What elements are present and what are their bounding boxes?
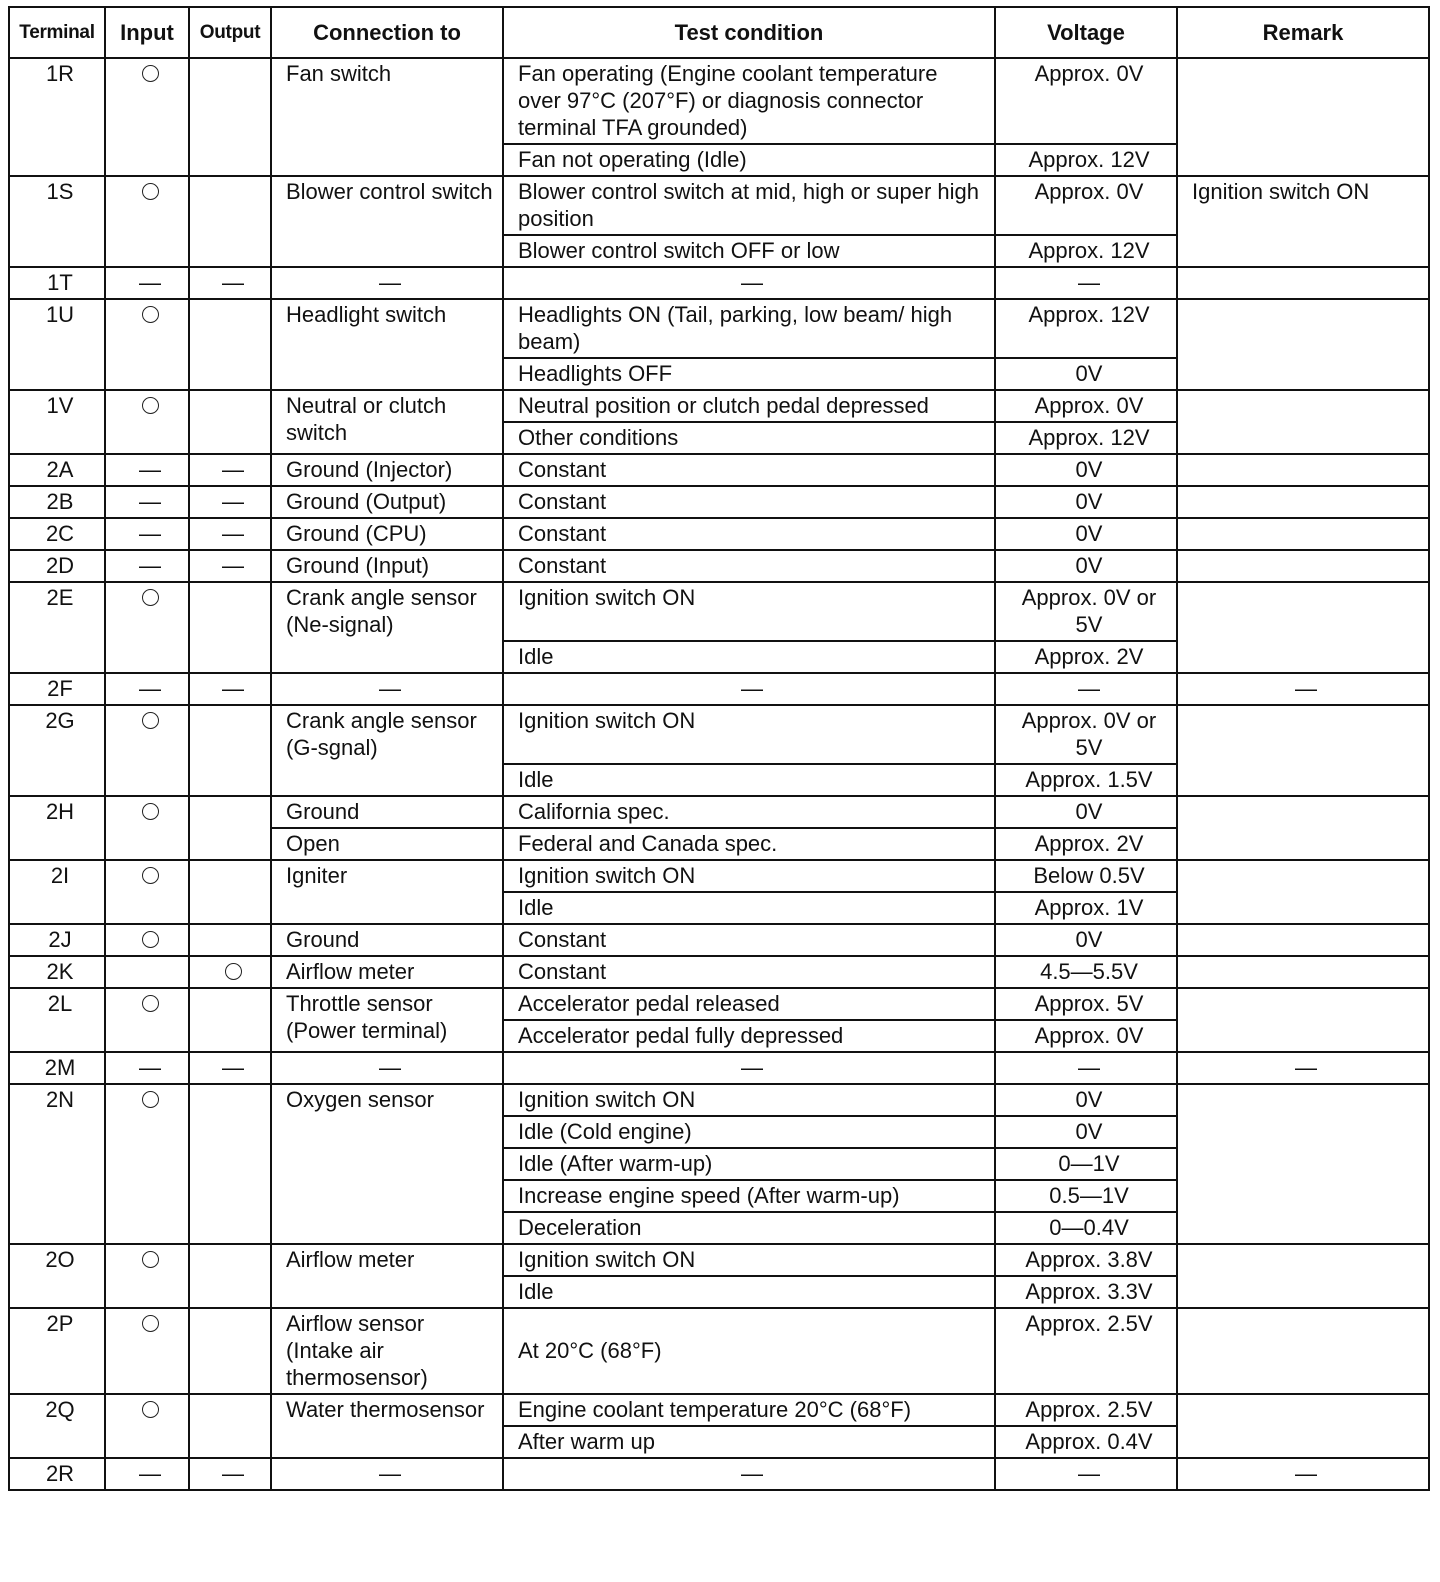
input-cell: —: [105, 1052, 189, 1084]
voltage-cell: Approx. 0V: [995, 176, 1177, 235]
condition-cell: Blower control switch OFF or low: [503, 235, 995, 267]
connection-cell: Throttle sensor (Power terminal): [271, 988, 503, 1052]
connection-cell: Oxygen sensor: [271, 1084, 503, 1244]
condition-cell: Deceleration: [503, 1212, 995, 1244]
table-row: [9, 1394, 1429, 1426]
terminal-cell: 2C: [9, 518, 105, 550]
voltage-cell: Approx. 1.5V: [995, 764, 1177, 796]
table-row: [9, 705, 1429, 764]
circle-icon: [142, 995, 159, 1012]
condition-cell: —: [503, 267, 995, 299]
circle-icon: [225, 963, 242, 980]
voltage-cell: Approx. 0V: [995, 390, 1177, 422]
table-row: [9, 796, 1429, 828]
output-cell: —: [189, 1458, 271, 1490]
condition-cell: Idle (After warm-up): [503, 1148, 995, 1180]
remark-cell: [1177, 58, 1429, 176]
input-cell: [105, 956, 189, 988]
terminal-cell: 2A: [9, 454, 105, 486]
condition-cell: Idle: [503, 1276, 995, 1308]
circle-icon: [142, 803, 159, 820]
voltage-cell: 0V: [995, 454, 1177, 486]
input-cell: [105, 390, 189, 454]
voltage-cell: Approx. 1V: [995, 892, 1177, 924]
connection-cell: Ground (Output): [271, 486, 503, 518]
voltage-cell: 0V: [995, 550, 1177, 582]
voltage-cell: —: [995, 267, 1177, 299]
remark-cell: [1177, 454, 1429, 486]
table-row: [9, 299, 1429, 358]
terminal-cell: 2B: [9, 486, 105, 518]
remark-cell: —: [1177, 1458, 1429, 1490]
circle-icon: [142, 306, 159, 323]
connection-cell: Ground (Input): [271, 550, 503, 582]
voltage-cell: 0—1V: [995, 1148, 1177, 1180]
terminal-cell: 2L: [9, 988, 105, 1052]
condition-cell: Fan not operating (Idle): [503, 144, 995, 176]
table-row: [9, 1458, 1429, 1490]
connection-cell: Fan switch: [271, 58, 503, 176]
table-row: [9, 486, 1429, 518]
connection-cell: Crank angle sensor (G-sgnal): [271, 705, 503, 796]
voltage-cell: Approx. 0V: [995, 58, 1177, 144]
input-cell: [105, 176, 189, 267]
condition-cell: After warm up: [503, 1426, 995, 1458]
condition-cell: Accelerator pedal released: [503, 988, 995, 1020]
terminal-cell: 1T: [9, 267, 105, 299]
table-row: [9, 1084, 1429, 1116]
terminal-cell: 1S: [9, 176, 105, 267]
remark-cell: [1177, 924, 1429, 956]
output-cell: [189, 390, 271, 454]
header-row: [9, 7, 1429, 58]
voltage-cell: 0V: [995, 486, 1177, 518]
circle-icon: [142, 712, 159, 729]
input-cell: —: [105, 673, 189, 705]
header-remark: Remark: [1177, 7, 1429, 58]
remark-cell: [1177, 582, 1429, 673]
table-row: [9, 267, 1429, 299]
input-cell: —: [105, 454, 189, 486]
connection-cell: Ground: [271, 924, 503, 956]
header-output: Output: [189, 7, 271, 58]
remark-cell: [1177, 796, 1429, 860]
input-cell: —: [105, 486, 189, 518]
condition-cell: Engine coolant temperature 20°C (68°F): [503, 1394, 995, 1426]
voltage-cell: Approx. 0V or 5V: [995, 705, 1177, 764]
output-cell: [189, 1084, 271, 1244]
remark-cell: [1177, 705, 1429, 796]
output-cell: [189, 176, 271, 267]
connection-cell: Water thermosensor: [271, 1394, 503, 1458]
connection-cell: Neutral or clutch switch: [271, 390, 503, 454]
output-cell: —: [189, 1052, 271, 1084]
circle-icon: [142, 1315, 159, 1332]
terminal-cell: 2E: [9, 582, 105, 673]
table-row: [9, 924, 1429, 956]
remark-cell: [1177, 860, 1429, 924]
circle-icon: [142, 65, 159, 82]
output-cell: [189, 582, 271, 673]
output-cell: —: [189, 267, 271, 299]
connection-cell: Ground: [271, 796, 503, 828]
header-terminal: Terminal: [9, 7, 105, 58]
remark-cell: [1177, 390, 1429, 454]
header-test-condition: Test condition: [503, 7, 995, 58]
voltage-cell: 4.5—5.5V: [995, 956, 1177, 988]
output-cell: [189, 924, 271, 956]
output-cell: [189, 1244, 271, 1308]
table-row: [9, 390, 1429, 422]
output-cell: [189, 988, 271, 1052]
voltage-cell: Below 0.5V: [995, 860, 1177, 892]
remark-cell: [1177, 988, 1429, 1052]
condition-cell: Neutral position or clutch pedal depressed: [503, 390, 995, 422]
table-row: [9, 518, 1429, 550]
connection-cell: Headlight switch: [271, 299, 503, 390]
terminal-cell: 2N: [9, 1084, 105, 1244]
voltage-cell: —: [995, 673, 1177, 705]
header-input: Input: [105, 7, 189, 58]
voltage-cell: 0V: [995, 1084, 1177, 1116]
condition-cell: Ignition switch ON: [503, 860, 995, 892]
output-cell: [189, 796, 271, 860]
connection-cell: —: [271, 267, 503, 299]
input-cell: [105, 796, 189, 860]
table-row: [9, 860, 1429, 892]
table-row: [9, 582, 1429, 641]
condition-cell: Idle: [503, 764, 995, 796]
circle-icon: [142, 183, 159, 200]
condition-cell: Idle: [503, 641, 995, 673]
table-row: [9, 1308, 1429, 1394]
table-row: [9, 1244, 1429, 1276]
voltage-cell: —: [995, 1458, 1177, 1490]
terminal-cell: 2O: [9, 1244, 105, 1308]
condition-cell: Increase engine speed (After warm-up): [503, 1180, 995, 1212]
condition-cell: California spec.: [503, 796, 995, 828]
input-cell: [105, 582, 189, 673]
table-row: [9, 988, 1429, 1020]
input-cell: [105, 1084, 189, 1244]
condition-cell: Idle: [503, 892, 995, 924]
input-cell: [105, 58, 189, 176]
output-cell: —: [189, 454, 271, 486]
output-cell: [189, 860, 271, 924]
output-cell: —: [189, 550, 271, 582]
output-cell: [189, 1394, 271, 1458]
input-cell: —: [105, 518, 189, 550]
input-cell: [105, 1308, 189, 1394]
voltage-cell: 0V: [995, 1116, 1177, 1148]
connection-cell: Crank angle sensor (Ne-signal): [271, 582, 503, 673]
terminal-cell: 2G: [9, 705, 105, 796]
connection-cell: Igniter: [271, 860, 503, 924]
output-cell: —: [189, 673, 271, 705]
condition-cell: Constant: [503, 924, 995, 956]
condition-cell: Blower control switch at mid, high or super high position: [503, 176, 995, 235]
terminal-cell: 1U: [9, 299, 105, 390]
output-cell: [189, 956, 271, 988]
voltage-cell: Approx. 0V or 5V: [995, 582, 1177, 641]
remark-cell: [1177, 267, 1429, 299]
input-cell: [105, 299, 189, 390]
voltage-cell: 0V: [995, 796, 1177, 828]
input-cell: [105, 988, 189, 1052]
input-cell: [105, 924, 189, 956]
condition-cell: Ignition switch ON: [503, 705, 995, 764]
condition-cell: Constant: [503, 956, 995, 988]
remark-cell: [1177, 550, 1429, 582]
condition-cell: Fan operating (Engine coolant temperature over 97°C (207°F) or diagnosis connector terminal TFA grounded): [503, 58, 995, 144]
table-row: [9, 550, 1429, 582]
condition-cell: Constant: [503, 454, 995, 486]
terminal-voltage-sheet: [8, 6, 1428, 1491]
remark-cell: Ignition switch ON: [1177, 176, 1429, 267]
voltage-cell: 0.5—1V: [995, 1180, 1177, 1212]
voltage-cell: Approx. 3.8V: [995, 1244, 1177, 1276]
remark-cell: —: [1177, 1052, 1429, 1084]
terminal-cell: 2J: [9, 924, 105, 956]
condition-cell: Federal and Canada spec.: [503, 828, 995, 860]
voltage-cell: Approx. 3.3V: [995, 1276, 1177, 1308]
condition-cell: Ignition switch ON: [503, 1244, 995, 1276]
table-row: [9, 176, 1429, 235]
circle-icon: [142, 397, 159, 414]
terminal-cell: 2F: [9, 673, 105, 705]
terminal-cell: 2Q: [9, 1394, 105, 1458]
connection-cell: —: [271, 673, 503, 705]
terminal-cell: 2K: [9, 956, 105, 988]
condition-cell: Constant: [503, 518, 995, 550]
connection-cell: Airflow meter: [271, 1244, 503, 1308]
header-connection: Connection to: [271, 7, 503, 58]
terminal-cell: 2H: [9, 796, 105, 860]
table-row: [9, 673, 1429, 705]
terminal-cell: 2P: [9, 1308, 105, 1394]
remark-cell: [1177, 518, 1429, 550]
condition-cell: Other conditions: [503, 422, 995, 454]
condition-cell: —: [503, 1052, 995, 1084]
voltage-cell: 0V: [995, 358, 1177, 390]
input-cell: —: [105, 267, 189, 299]
condition-cell: —: [503, 1458, 995, 1490]
output-cell: [189, 705, 271, 796]
condition-cell: —: [503, 673, 995, 705]
output-cell: —: [189, 518, 271, 550]
output-cell: —: [189, 486, 271, 518]
condition-cell: Ignition switch ON: [503, 582, 995, 641]
input-cell: [105, 1394, 189, 1458]
voltage-cell: Approx. 12V: [995, 422, 1177, 454]
connection-cell: Airflow sensor (Intake air thermosensor): [271, 1308, 503, 1394]
remark-cell: [1177, 1244, 1429, 1308]
remark-cell: [1177, 1084, 1429, 1244]
terminal-cell: 1V: [9, 390, 105, 454]
connection-cell: Ground (CPU): [271, 518, 503, 550]
terminal-cell: 2R: [9, 1458, 105, 1490]
voltage-cell: Approx. 12V: [995, 299, 1177, 358]
voltage-cell: Approx. 2V: [995, 641, 1177, 673]
input-cell: —: [105, 550, 189, 582]
circle-icon: [142, 867, 159, 884]
voltage-cell: Approx. 2V: [995, 828, 1177, 860]
voltage-cell: 0—0.4V: [995, 1212, 1177, 1244]
connection-cell: —: [271, 1458, 503, 1490]
voltage-cell: Approx. 12V: [995, 235, 1177, 267]
voltage-cell: Approx. 2.5V: [995, 1394, 1177, 1426]
input-cell: [105, 705, 189, 796]
terminal-cell: 1R: [9, 58, 105, 176]
voltage-cell: Approx. 0V: [995, 1020, 1177, 1052]
connection-cell: Open: [271, 828, 503, 860]
voltage-cell: Approx. 0.4V: [995, 1426, 1177, 1458]
table-row: [9, 58, 1429, 144]
circle-icon: [142, 931, 159, 948]
table-row: [9, 956, 1429, 988]
voltage-cell: Approx. 5V: [995, 988, 1177, 1020]
connection-cell: Airflow meter: [271, 956, 503, 988]
condition-cell: Ignition switch ON: [503, 1084, 995, 1116]
terminal-cell: 2D: [9, 550, 105, 582]
condition-cell: At 20°C (68°F): [503, 1308, 995, 1394]
terminal-cell: 2M: [9, 1052, 105, 1084]
connection-cell: Ground (Injector): [271, 454, 503, 486]
terminal-voltage-table: [8, 6, 1430, 1491]
remark-cell: [1177, 299, 1429, 390]
connection-cell: —: [271, 1052, 503, 1084]
terminal-cell: 2I: [9, 860, 105, 924]
remark-cell: [1177, 956, 1429, 988]
condition-cell: Idle (Cold engine): [503, 1116, 995, 1148]
circle-icon: [142, 1251, 159, 1268]
voltage-cell: 0V: [995, 518, 1177, 550]
circle-icon: [142, 1091, 159, 1108]
circle-icon: [142, 1401, 159, 1418]
condition-cell: Headlights ON (Tail, parking, low beam/ high beam): [503, 299, 995, 358]
header-voltage: Voltage: [995, 7, 1177, 58]
remark-cell: [1177, 1394, 1429, 1458]
condition-cell: Headlights OFF: [503, 358, 995, 390]
output-cell: [189, 1308, 271, 1394]
voltage-cell: —: [995, 1052, 1177, 1084]
condition-cell: Constant: [503, 486, 995, 518]
voltage-cell: 0V: [995, 924, 1177, 956]
remark-cell: —: [1177, 673, 1429, 705]
voltage-cell: Approx. 2.5V: [995, 1308, 1177, 1394]
table-row: [9, 1052, 1429, 1084]
input-cell: [105, 860, 189, 924]
connection-cell: Blower control switch: [271, 176, 503, 267]
condition-cell: Constant: [503, 550, 995, 582]
input-cell: —: [105, 1458, 189, 1490]
remark-cell: [1177, 1308, 1429, 1394]
output-cell: [189, 58, 271, 176]
voltage-cell: Approx. 12V: [995, 144, 1177, 176]
input-cell: [105, 1244, 189, 1308]
circle-icon: [142, 589, 159, 606]
table-row: [9, 454, 1429, 486]
remark-cell: [1177, 486, 1429, 518]
condition-cell: Accelerator pedal fully depressed: [503, 1020, 995, 1052]
output-cell: [189, 299, 271, 390]
